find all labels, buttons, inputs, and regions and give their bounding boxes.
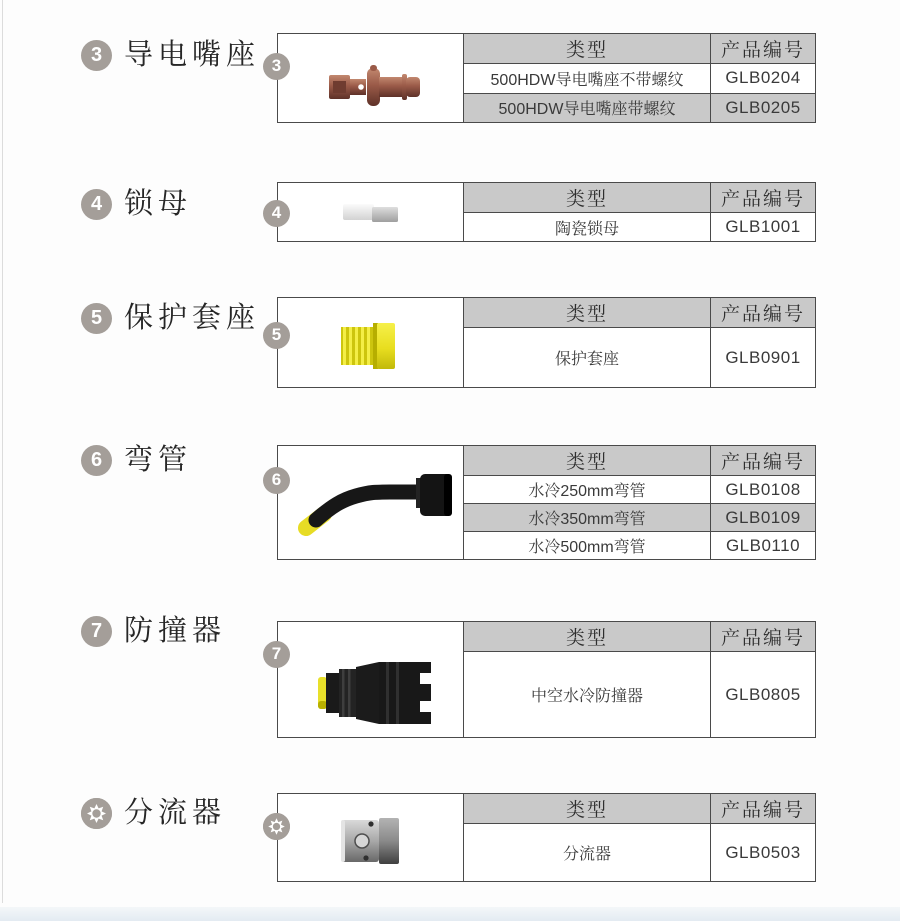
section-title-bent-tube: 弯管 <box>124 444 193 476</box>
column-header-type: 类型 <box>565 189 608 210</box>
section-title-diffuser: 分流器 <box>124 797 227 829</box>
table-row <box>464 476 815 503</box>
code-cell: GLB1001 <box>710 213 815 241</box>
column-header-type: 类型 <box>565 40 608 61</box>
column-header-code: 产品编号 <box>710 446 815 475</box>
ceramic-lock-nut-part-icon <box>278 183 464 241</box>
section-number: 3 <box>90 43 103 66</box>
code-cell: GLB0109 <box>710 504 815 531</box>
table-number-badge: 5 <box>263 322 290 349</box>
section-number: 5 <box>90 306 103 329</box>
section-number-badge <box>81 189 112 220</box>
product-table-sleeve-holder <box>277 297 816 388</box>
column-header-type: 类型 <box>565 628 608 649</box>
section-number: 7 <box>90 619 103 642</box>
type-cell: 水冷250mm弯管 <box>528 483 646 500</box>
table-header-row <box>464 34 815 64</box>
table-number-badge: 4 <box>263 200 290 227</box>
table-header-row <box>464 794 815 824</box>
table-row <box>464 213 815 241</box>
section-number-badge <box>81 40 112 71</box>
table-number-badge: 3 <box>263 53 290 80</box>
type-cell: 水冷350mm弯管 <box>528 511 646 528</box>
table-header-row <box>464 622 815 652</box>
protective-sleeve-holder-part-icon <box>278 298 464 387</box>
table-row <box>464 652 815 737</box>
product-image-diffuser <box>278 794 464 881</box>
table-row <box>464 64 815 93</box>
product-image-contact-tip-holder <box>278 34 464 122</box>
table-gear-badge <box>263 813 290 840</box>
table-row <box>464 93 815 123</box>
product-image-bent-tube <box>278 446 464 559</box>
code-cell: GLB0503 <box>710 824 815 881</box>
product-image-sleeve-holder <box>278 298 464 387</box>
product-image-lock-nut <box>278 183 464 241</box>
type-cell: 分流器 <box>562 846 611 863</box>
gear-burst-icon <box>81 798 112 829</box>
product-table-lock-nut <box>277 182 816 242</box>
code-cell: GLB0901 <box>710 328 815 387</box>
type-cell: 500HDW导电嘴座带螺纹 <box>498 101 676 119</box>
table-header-row <box>464 183 815 213</box>
section-title-lock-nut: 锁母 <box>124 188 193 220</box>
table-row <box>464 531 815 559</box>
column-header-type: 类型 <box>565 800 608 821</box>
column-header-code: 产品编号 <box>710 183 815 212</box>
type-cell: 中空水冷防撞器 <box>530 688 643 705</box>
section-number: 4 <box>90 192 103 215</box>
column-header-code: 产品编号 <box>710 622 815 651</box>
type-cell: 陶瓷锁母 <box>554 220 619 238</box>
section-title-sleeve-holder: 保护套座 <box>124 302 261 334</box>
code-cell: GLB0205 <box>710 94 815 123</box>
type-cell: 保护套座 <box>554 351 619 368</box>
column-header-code: 产品编号 <box>710 298 815 327</box>
product-table-diffuser <box>277 793 816 882</box>
table-row <box>464 328 815 387</box>
table-number-badge: 7 <box>263 641 290 668</box>
gas-diffuser-part-icon <box>278 794 464 881</box>
section-title-anti-collision: 防撞器 <box>124 615 227 647</box>
type-cell: 500HDW导电嘴座不带螺纹 <box>490 71 684 89</box>
column-header-code: 产品编号 <box>710 34 815 63</box>
product-table-contact-tip-holder <box>277 33 816 123</box>
swan-neck-part-icon <box>278 446 464 559</box>
section-title-contact-tip-holder: 导电嘴座 <box>124 39 261 71</box>
table-number-badge: 6 <box>263 467 290 494</box>
section-gear-badge <box>81 798 112 829</box>
code-cell: GLB0110 <box>710 532 815 559</box>
type-cell: 水冷500mm弯管 <box>528 539 646 556</box>
section-number-badge <box>81 445 112 476</box>
column-header-type: 类型 <box>565 304 608 325</box>
gear-burst-icon <box>263 813 290 840</box>
section-number: 6 <box>90 448 103 471</box>
code-cell: GLB0204 <box>710 64 815 93</box>
page-bottom-band <box>0 907 900 921</box>
product-image-anti-collision <box>278 622 464 737</box>
anti-collision-part-icon <box>278 622 464 737</box>
section-number-badge <box>81 616 112 647</box>
table-row <box>464 824 815 881</box>
contact-tip-holder-part-icon <box>278 34 464 122</box>
product-table-anti-collision <box>277 621 816 738</box>
column-header-type: 类型 <box>565 452 608 473</box>
table-header-row <box>464 446 815 476</box>
table-header-row <box>464 298 815 328</box>
product-table-bent-tube <box>277 445 816 560</box>
code-cell: GLB0108 <box>710 476 815 503</box>
code-cell: GLB0805 <box>710 652 815 737</box>
column-header-code: 产品编号 <box>710 794 815 823</box>
page-edge-line <box>2 0 3 903</box>
section-number-badge <box>81 303 112 334</box>
table-row <box>464 503 815 531</box>
